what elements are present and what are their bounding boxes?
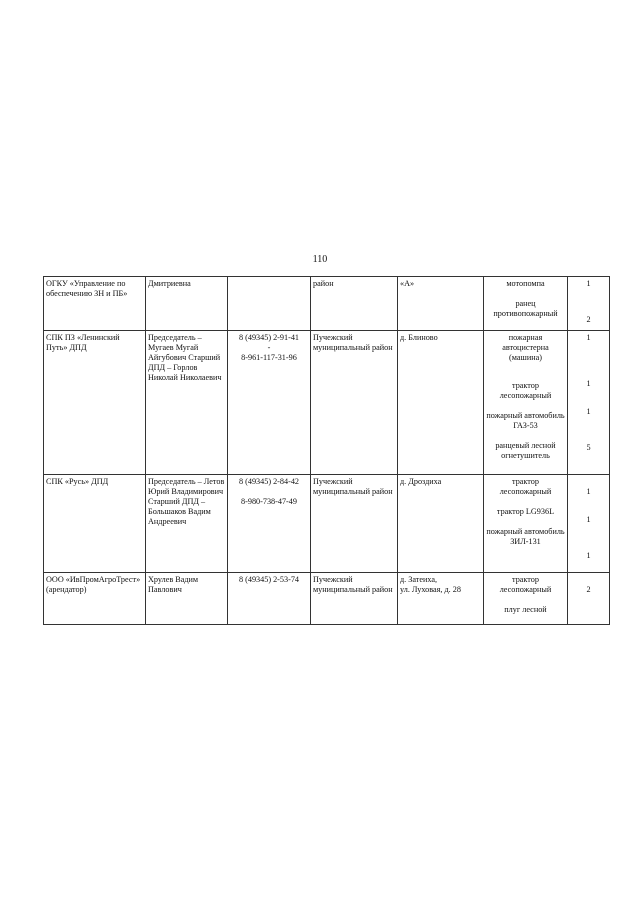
- equipment-item: трактор лесопожарный: [499, 575, 552, 594]
- page-number: 110: [312, 254, 328, 265]
- org-cell: ОГКУ «Управление по обеспечению ЗН и ПБ»: [44, 277, 146, 331]
- area-cell: район: [311, 277, 398, 331]
- area-cell: Пучежский муниципальный район: [311, 573, 398, 625]
- quantity-value: 5: [586, 443, 591, 452]
- quantity-cell: [568, 475, 610, 573]
- quantity-cell: [568, 573, 610, 625]
- equipment-item: мотопомпа: [506, 279, 545, 288]
- area-cell: Пучежский муниципальный район: [311, 331, 398, 475]
- location-cell: «А»: [398, 277, 484, 331]
- area-cell: Пучежский муниципальный район: [311, 475, 398, 573]
- location-cell: д. Дроздиха: [398, 475, 484, 573]
- quantity-cell: [568, 331, 610, 475]
- table-row: [44, 277, 610, 331]
- quantity-value: 2: [586, 315, 591, 324]
- contact-cell: Председатель – Мугаев Мугай Айгубович Старший ДПД – Горлов Николай Николаевич: [146, 331, 228, 475]
- org-cell: СПК ПЗ «Ленинский Путь» ДПД: [44, 331, 146, 475]
- table-row: [44, 331, 610, 475]
- quantity-value: 1: [586, 333, 591, 342]
- equipment-item: ранцевый лесной огнетушитель: [495, 441, 556, 460]
- equipment-cell: [484, 573, 568, 625]
- quantity-value: 1: [586, 487, 591, 496]
- phone-cell: [228, 331, 311, 475]
- phone-line: 8 (49345) 2-84-42: [238, 477, 300, 486]
- quantity-cell: [568, 277, 610, 331]
- phone-line: 8-961-117-31-96: [241, 353, 297, 362]
- location-line: ул. Луховая, д. 28: [400, 585, 461, 594]
- quantity-value: 1: [586, 279, 591, 288]
- equipment-item: пожарный автомобиль ГАЗ-53: [486, 411, 565, 430]
- org-cell: ООО «ИвПромАгроТрест» (арендатор): [44, 573, 146, 625]
- equipment-item: трактор LG936L: [496, 507, 555, 516]
- equipment-item: ранец противопожарный: [493, 299, 558, 318]
- phone-cell: [228, 475, 311, 573]
- phone-cell: 8 (49345) 2-53-74: [228, 573, 311, 625]
- phone-line: 8-980-738-47-49: [241, 497, 297, 506]
- equipment-item: трактор лесопожарный: [499, 477, 552, 496]
- phone-line: -: [267, 343, 271, 352]
- location-line: д. Затеиха,: [400, 575, 438, 584]
- location-cell: д. Блиново: [398, 331, 484, 475]
- equipment-item: трактор лесопожарный: [499, 381, 552, 400]
- contact-cell: Дмитриевна: [146, 277, 228, 331]
- org-cell: СПК «Русь» ДПД: [44, 475, 146, 573]
- quantity-value: 1: [586, 407, 591, 416]
- phone-cell: [228, 277, 311, 331]
- table-row: [44, 573, 610, 625]
- contact-cell: Председатель – Летов Юрий Владимирович Старший ДПД – Большаков Вадим Андреевич: [146, 475, 228, 573]
- phone-line: 8 (49345) 2-91-41: [238, 333, 300, 342]
- equipment-cell: [484, 475, 568, 573]
- location-cell: [398, 573, 484, 625]
- equipment-cell: [484, 277, 568, 331]
- quantity-value: 1: [586, 379, 591, 388]
- quantity-value: 1: [586, 515, 591, 524]
- equipment-table: [43, 276, 610, 625]
- equipment-item: пожарный автомобиль ЗИЛ-131: [486, 527, 565, 546]
- contact-cell: Хрулев Вадим Павлович: [146, 573, 228, 625]
- table-row: [44, 475, 610, 573]
- equipment-item: пожарная автоцистерна (машина): [502, 333, 549, 362]
- equipment-cell: [484, 331, 568, 475]
- equipment-item: плуг лесной: [504, 605, 547, 614]
- quantity-value: 2: [586, 585, 591, 594]
- quantity-value: 1: [586, 551, 591, 560]
